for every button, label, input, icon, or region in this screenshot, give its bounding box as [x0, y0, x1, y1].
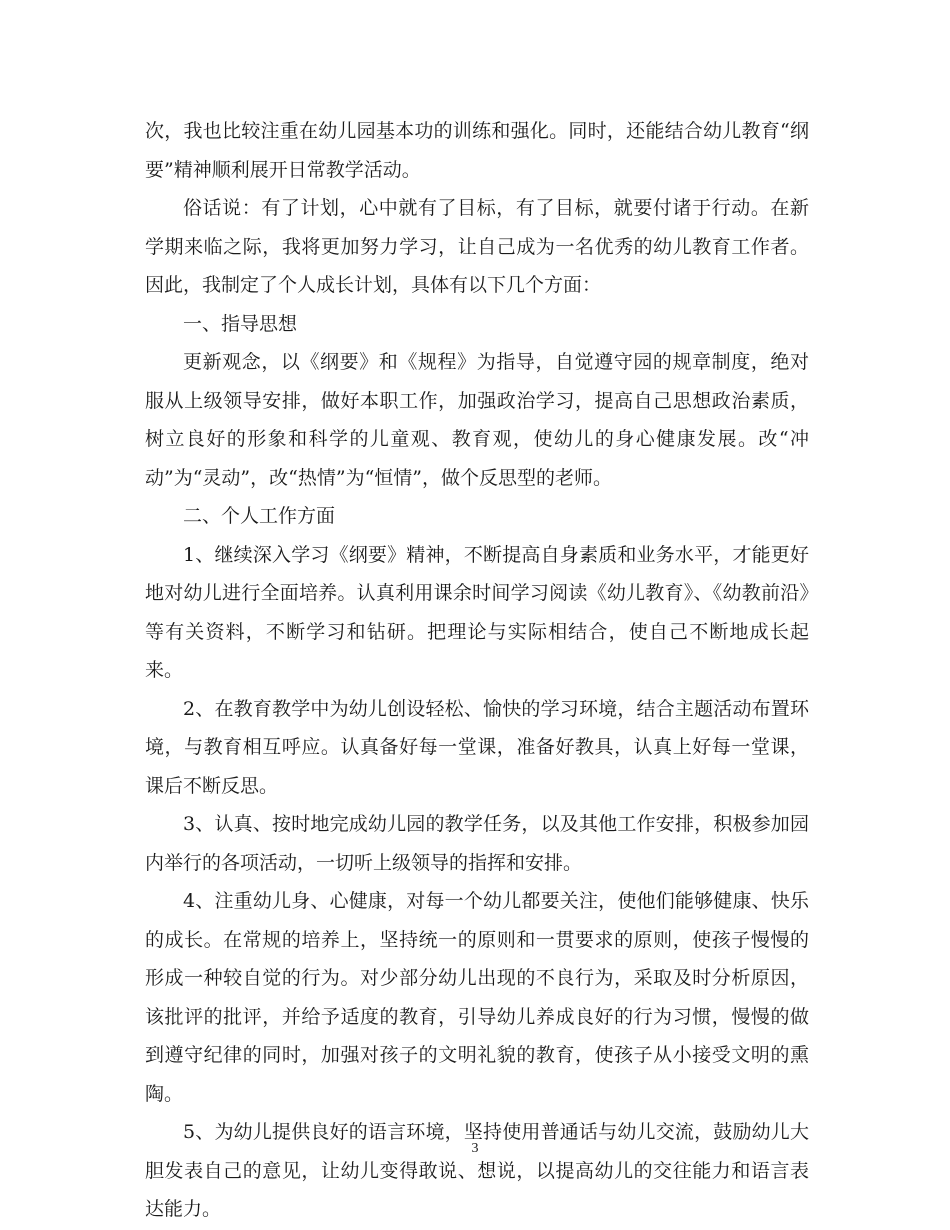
- document-body: [145, 112, 809, 1229]
- paragraph-item-4: 4、注重幼儿身、心健康，对每一个幼儿都要关注，使他们能够健康、快乐的成长。在常规的培养上，坚持统一的原则和一贯要求的原则，使孩子慢慢的形成一种较自觉的行为。对少部分幼儿出现的不良行为，采取及时分析原因，该批评的批评，并给予适度的教育，引导幼儿养成良好的行为习惯，慢慢的做到遵守纪律的同时，加强对孩子的文明礼貌的教育，使孩子从小接受文明的熏陶。: [145, 890, 809, 1105]
- paragraph-continuation: 次，我也比较注重在幼儿园基本功的训练和强化。同时，还能结合幼儿教育“纲要”精神顺利展开日常教学活动。: [145, 120, 809, 181]
- section-heading-personal-work: 二、个人工作方面: [183, 505, 336, 527]
- paragraph-intro: 俗话说：有了计划，心中就有了目标，有了目标，就要付诸于行动。在新学期来临之际，我将更加努力学习，让自己成为一名优秀的幼儿教育工作者。因此，我制定了个人成长计划，具体有以下几个方面：: [145, 197, 809, 296]
- paragraph-guiding-thought: 更新观念，以《纲要》和《规程》为指导，自觉遵守园的规章制度，绝对服从上级领导安排，做好本职工作，加强政治学习，提高自己思想政治素质，树立良好的形象和科学的儿童观、教育观，使幼儿的身心健康发展。改“冲动”为“灵动”，改“热情”为“恒情”，做个反思型的老师。: [145, 351, 809, 489]
- section-heading-guiding-thought: 一、指导思想: [183, 312, 298, 335]
- paragraph-item-5: 5、为幼儿提供良好的语言环境，坚持使用普通话与幼儿交流，鼓励幼儿大胆发表自己的意见，让幼儿变得敢说、想说，以提高幼儿的交往能力和语言表达能力。: [145, 1121, 809, 1220]
- paragraph-item-3: 3、认真、按时地完成幼儿园的教学任务，以及其他工作安排，积极参加园内举行的各项活动，一切听上级领导的指挥和安排。: [145, 813, 809, 874]
- paragraph-item-2: 2、在教育教学中为幼儿创设轻松、愉快的学习环境，结合主题活动布置环境，与教育相互呼应。认真备好每一堂课，准备好教具，认真上好每一堂课，课后不断反思。: [145, 697, 809, 797]
- page-number: 3: [471, 1141, 479, 1156]
- paragraph-item-1: 1、继续深入学习《纲要》精神，不断提高自身素质和业务水平，才能更好地对幼儿进行全面培养。认真利用课余时间学习阅读《幼儿教育》、《幼教前沿》等有关资料，不断学习和钻研。把理论与实际相结合，使自己不断地成长起来。: [145, 543, 809, 681]
